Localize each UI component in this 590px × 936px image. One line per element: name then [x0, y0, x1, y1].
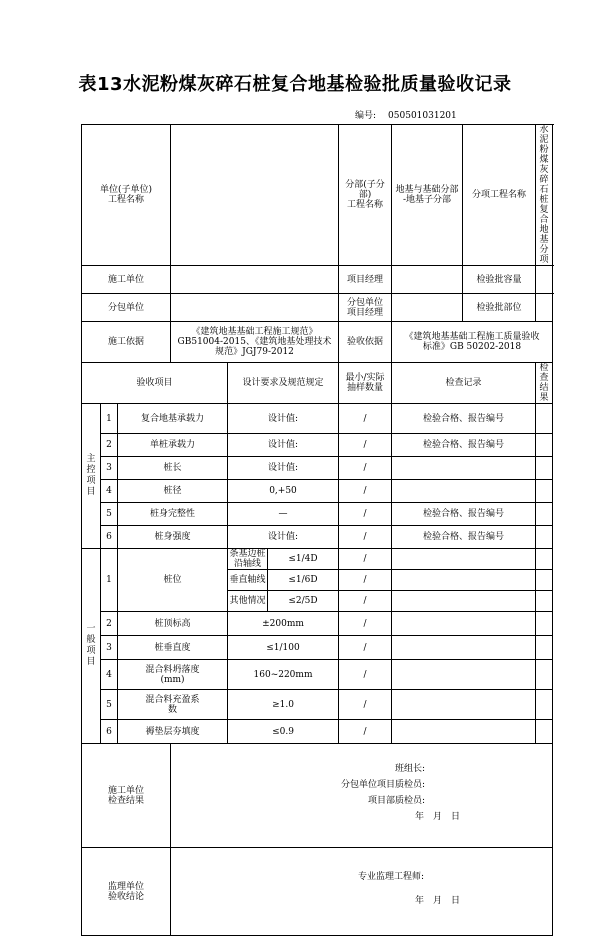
general-item-row [82, 720, 553, 744]
sample-count[interactable]: / [339, 503, 392, 526]
item-no: 6 [101, 526, 118, 549]
sample-count[interactable]: / [339, 720, 392, 744]
check-record[interactable] [392, 720, 536, 744]
unit-project-value[interactable] [171, 125, 339, 266]
general-item-row [82, 660, 553, 690]
general-item-row [82, 636, 553, 660]
check-result[interactable] [536, 404, 553, 434]
acceptance-basis-label: 验收依据 [339, 322, 392, 363]
check-record[interactable] [392, 480, 536, 503]
column-header-row [82, 363, 553, 404]
acceptance-record-table [81, 124, 549, 936]
design-value: ≤1/4D [268, 549, 339, 570]
design-value: ≤1/6D [268, 570, 339, 591]
item-name: 褥垫层夯填度 [118, 720, 228, 744]
check-record[interactable] [392, 457, 536, 480]
sample-count[interactable]: / [339, 570, 392, 591]
item-name: 单桩承载力 [118, 434, 228, 457]
item-no: 3 [101, 636, 118, 660]
item-name: 混合料坍落度 (mm) [118, 660, 228, 690]
main-item-row [82, 457, 553, 480]
construction-basis-value: 《建筑地基基础工程施工规范》 GB51004-2015、《建筑地基处理技术 规范》JGJ79-2012 [171, 322, 339, 363]
item-no: 2 [101, 434, 118, 457]
header-row-basis [82, 322, 553, 363]
check-result[interactable] [536, 549, 553, 570]
sub-item-name: 其他情况 [228, 591, 268, 612]
check-result[interactable] [536, 480, 553, 503]
supervision-row [82, 848, 553, 936]
design-value: ≤2/5D [268, 591, 339, 612]
design-value: 160~220mm [228, 660, 339, 690]
supervision-signatures[interactable] [171, 848, 553, 936]
construction-basis-label: 施工依据 [82, 322, 171, 363]
batch-location-value[interactable] [536, 294, 553, 322]
construction-check-label: 施工单位 检查结果 [82, 744, 171, 848]
sample-count[interactable]: / [339, 457, 392, 480]
team-leader-label: 班组长: [395, 763, 426, 774]
column-item: 验收项目 [82, 363, 228, 404]
check-record[interactable] [392, 690, 536, 720]
supervision-engineer-label: 专业监理工程师: [358, 871, 425, 882]
sample-count[interactable]: / [339, 660, 392, 690]
sample-count[interactable]: / [339, 591, 392, 612]
check-record[interactable] [392, 660, 536, 690]
page-title: 表13水泥粉煤灰碎石桩复合地基检验批质量验收记录 [78, 74, 512, 95]
main-items-label: 主控项目 [82, 404, 101, 549]
acceptance-basis-value: 《建筑地基基础工程施工质量验收 标准》GB 50202-2018 [392, 322, 553, 363]
check-record[interactable] [392, 570, 536, 591]
sub-item-name: 垂直轴线 [228, 570, 268, 591]
header-row-project [82, 125, 553, 266]
item-name: 混合料充盈系 数 [118, 690, 228, 720]
check-record[interactable] [392, 636, 536, 660]
sample-count[interactable]: / [339, 434, 392, 457]
design-value: ±200mm [228, 612, 339, 636]
sub-project-value[interactable]: 地基与基础分部 -地基子分部 [392, 125, 463, 266]
item-name: 桩位 [118, 549, 228, 612]
construction-unit-value[interactable] [171, 266, 339, 294]
check-result[interactable] [536, 612, 553, 636]
check-result[interactable] [536, 660, 553, 690]
construction-check-row [82, 744, 553, 848]
main-item-row [82, 503, 553, 526]
subcontract-unit-label: 分包单位 [82, 294, 171, 322]
check-record[interactable] [392, 612, 536, 636]
main-item-row [82, 480, 553, 503]
sample-count[interactable]: / [339, 636, 392, 660]
item-name: 桩垂直度 [118, 636, 228, 660]
column-sample: 最小/实际 抽样数量 [339, 363, 392, 404]
item-no: 4 [101, 480, 118, 503]
design-value: ≥1.0 [228, 690, 339, 720]
design-value: — [228, 503, 339, 526]
batch-capacity-value[interactable] [536, 266, 553, 294]
construction-date: 年 月 日 [415, 811, 461, 822]
general-items-label: 一般项目 [82, 549, 101, 744]
sub-manager-value[interactable] [392, 294, 463, 322]
design-value: 设计值: [228, 457, 339, 480]
column-design: 设计要求及规范规定 [228, 363, 339, 404]
general-item-row [82, 690, 553, 720]
batch-location-label: 检验批部位 [463, 294, 536, 322]
design-value: 设计值: [228, 434, 339, 457]
item-no: 5 [101, 503, 118, 526]
item-no: 6 [101, 720, 118, 744]
item-no: 2 [101, 612, 118, 636]
sample-count[interactable]: / [339, 404, 392, 434]
sub-item-name: 条基边桩沿轴线 [229, 549, 266, 569]
item-no: 5 [101, 690, 118, 720]
general-item-row [82, 612, 553, 636]
item-name: 桩长 [118, 457, 228, 480]
item-name: 复合地基承载力 [118, 404, 228, 434]
design-value: 设计值: [228, 404, 339, 434]
sample-count[interactable]: / [339, 690, 392, 720]
check-result[interactable] [536, 503, 553, 526]
check-record[interactable]: 检验合格、报告编号 [392, 503, 536, 526]
check-record[interactable]: 检验合格、报告编号 [392, 434, 536, 457]
check-record[interactable] [392, 549, 536, 570]
item-no: 3 [101, 457, 118, 480]
design-value: ≤1/100 [228, 636, 339, 660]
check-result[interactable] [536, 690, 553, 720]
unit-project-label: 单位(子单位) 工程名称 [82, 125, 171, 266]
design-value: 设计值: [228, 526, 339, 549]
construction-unit-label: 施工单位 [82, 266, 171, 294]
item-name: 桩径 [118, 480, 228, 503]
design-value: 0,+50 [228, 480, 339, 503]
design-value: ≤0.9 [228, 720, 339, 744]
item-name: 桩顶标高 [118, 612, 228, 636]
sample-count[interactable]: / [339, 612, 392, 636]
check-result[interactable] [536, 720, 553, 744]
general-item-row [82, 549, 553, 570]
construction-check-signatures[interactable] [171, 744, 553, 848]
item-name: 桩身强度 [118, 526, 228, 549]
item-no: 4 [101, 660, 118, 690]
code-label: 编号: [355, 111, 377, 121]
main-item-row [82, 404, 553, 434]
main-item-row [82, 434, 553, 457]
sub-manager-label: 分包单位 项目经理 [339, 294, 392, 322]
sample-count[interactable]: / [339, 526, 392, 549]
check-result[interactable] [536, 570, 553, 591]
item-no: 1 [101, 549, 118, 612]
check-result[interactable] [536, 457, 553, 480]
sub-inspector-label: 分包单位项目质检员: [341, 779, 426, 790]
column-record: 检查记录 [392, 363, 536, 404]
document-code [355, 108, 457, 121]
sample-count[interactable]: / [339, 480, 392, 503]
sub-project-label: 分部(子分部) 工程名称 [339, 125, 392, 266]
batch-capacity-label: 检验批容量 [463, 266, 536, 294]
project-manager-label: 项目经理 [339, 266, 392, 294]
check-result[interactable] [536, 591, 553, 612]
check-record[interactable]: 检验合格、报告编号 [392, 526, 536, 549]
column-result: 检查 结果 [536, 363, 553, 404]
code-value: 050501031201 [388, 111, 457, 121]
supervision-label: 监理单位 验收结论 [82, 848, 171, 936]
item-project-label: 分项工程名称 [463, 125, 536, 266]
project-inspector-label: 项目部质检员: [368, 795, 426, 806]
check-record[interactable] [392, 591, 536, 612]
sample-count[interactable]: / [339, 549, 392, 570]
header-row-subcontract [82, 294, 553, 322]
check-result[interactable] [536, 434, 553, 457]
supervision-date: 年 月 日 [415, 895, 461, 906]
item-name: 桩身完整性 [118, 503, 228, 526]
header-row-construction [82, 266, 553, 294]
project-manager-value[interactable] [392, 266, 463, 294]
item-project-value[interactable]: 水泥粉煤灰碎石 桩复合地基分项 [536, 125, 553, 266]
check-record[interactable]: 检验合格、报告编号 [392, 404, 536, 434]
main-item-row [82, 526, 553, 549]
subcontract-unit-value[interactable] [171, 294, 339, 322]
item-no: 1 [101, 404, 118, 434]
check-result[interactable] [536, 526, 553, 549]
check-result[interactable] [536, 636, 553, 660]
